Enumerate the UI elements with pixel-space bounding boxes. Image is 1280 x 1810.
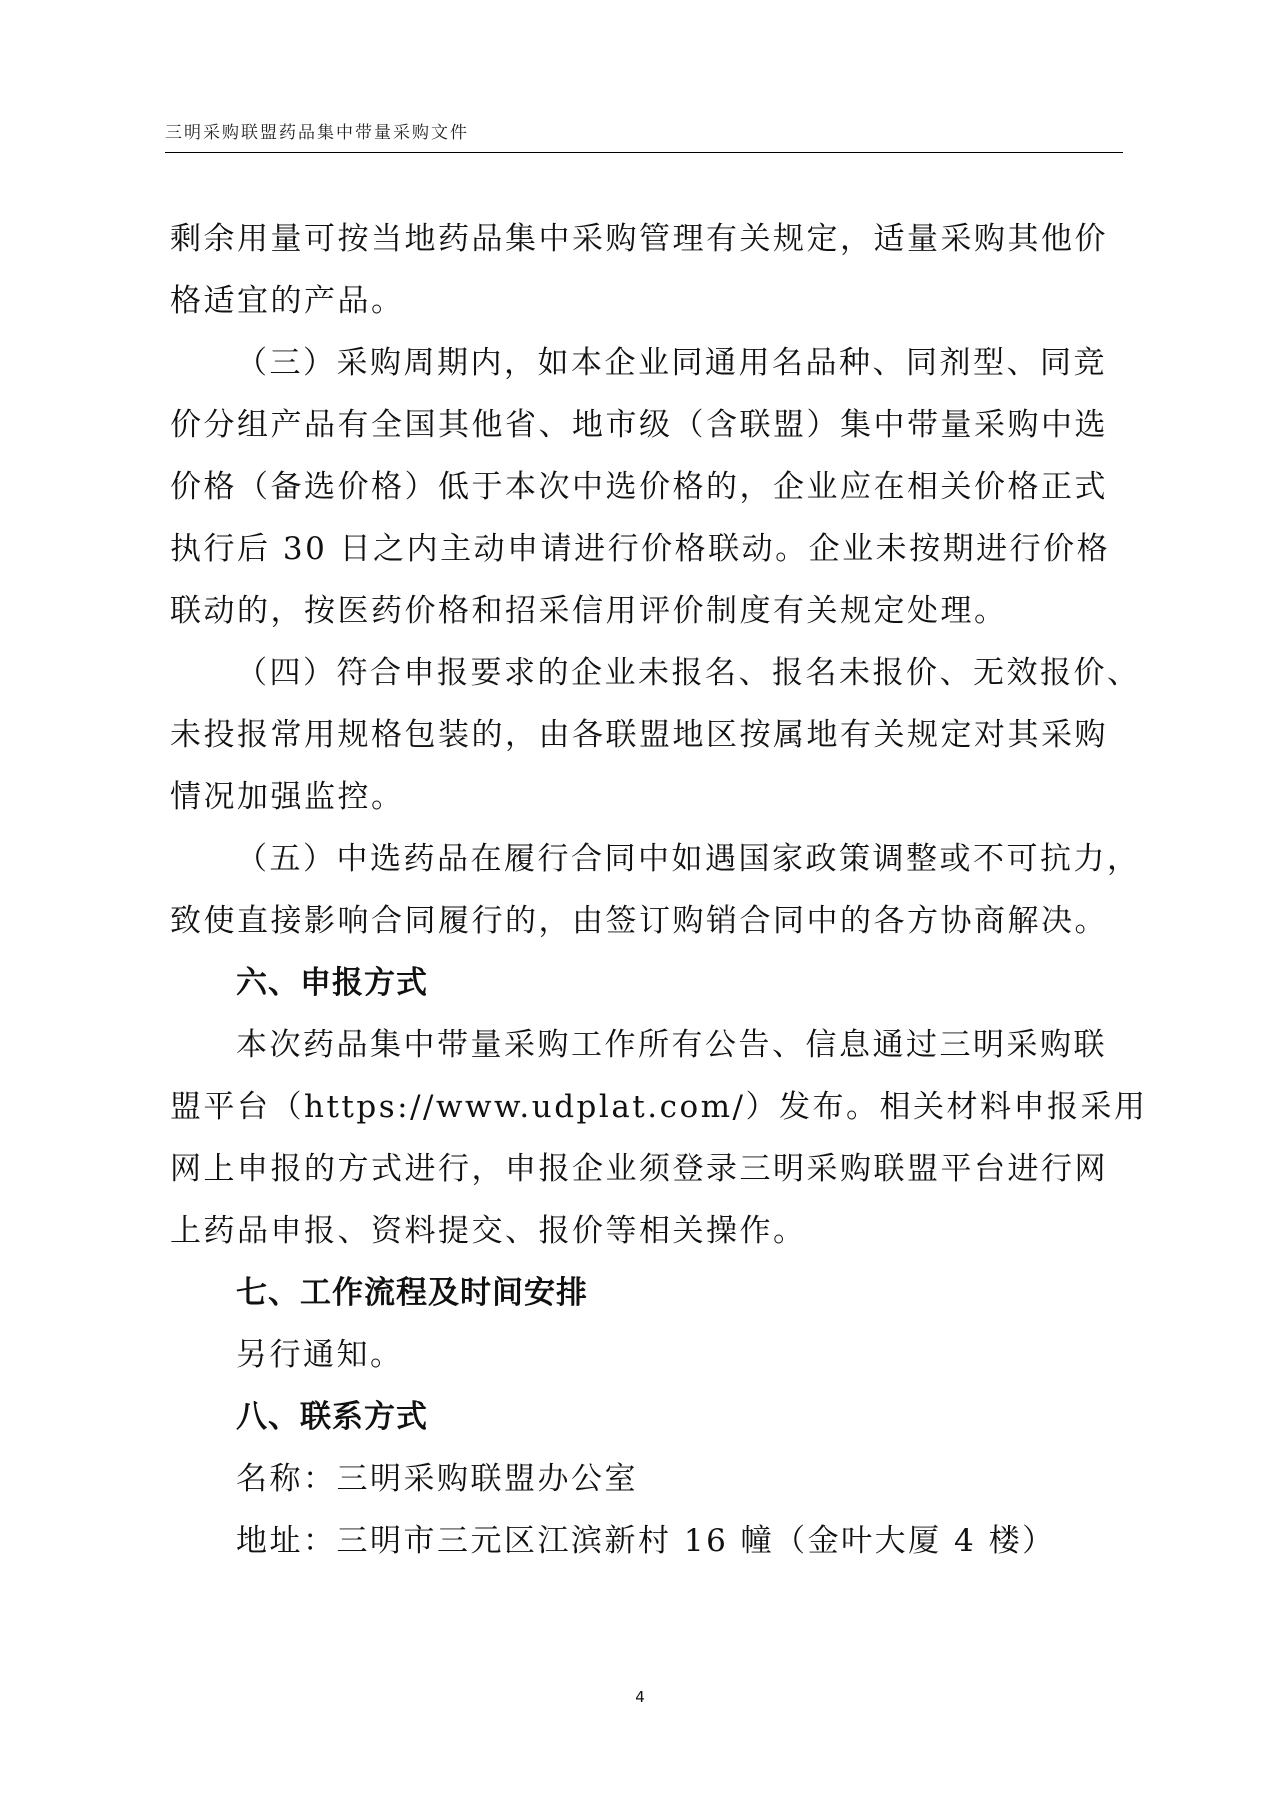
contact-name: 名称：三明采购联盟办公室 — [236, 1461, 638, 1497]
document-header: 三明采购联盟药品集中带量采购文件 — [165, 123, 469, 143]
paragraph-line: 价格（备选价格）低于本次中选价格的，企业应在相关价格正式 — [170, 469, 1108, 505]
header-divider — [165, 152, 1123, 153]
section-heading: 六、申报方式 — [236, 965, 428, 1001]
paragraph-line: 联动的，按医药价格和招采信用评价制度有关规定处理。 — [170, 593, 1008, 629]
paragraph-line: 价分组产品有全国其他省、地市级（含联盟）集中带量采购中选 — [170, 407, 1108, 443]
paragraph-line: 格适宜的产品。 — [170, 283, 405, 319]
section-heading: 八、联系方式 — [236, 1399, 428, 1435]
paragraph-line: 未投报常用规格包装的，由各联盟地区按属地有关规定对其采购 — [170, 717, 1108, 753]
paragraph-line: （五）中选药品在履行合同中如遇国家政策调整或不可抗力， — [236, 841, 1141, 877]
paragraph-line: 本次药品集中带量采购工作所有公告、信息通过三明采购联 — [236, 1027, 1107, 1063]
paragraph-line: 另行通知。 — [236, 1337, 404, 1373]
paragraph-line: 盟平台（https://www.udplat.com/）发布。相关材料申报采用 — [170, 1089, 1148, 1125]
paragraph-line: 上药品申报、资料提交、报价等相关操作。 — [170, 1213, 807, 1249]
paragraph-line: （四）符合申报要求的企业未报名、报名未报价、无效报价、 — [236, 655, 1141, 691]
paragraph-line: 网上申报的方式进行，申报企业须登录三明采购联盟平台进行网 — [170, 1151, 1108, 1187]
contact-address: 地址：三明市三元区江滨新村 16 幢（金叶大厦 4 楼） — [236, 1523, 1056, 1559]
page-number: 4 — [635, 1688, 645, 1706]
section-heading: 七、工作流程及时间安排 — [236, 1275, 588, 1311]
paragraph-line: 致使直接影响合同履行的，由签订购销合同中的各方协商解决。 — [170, 903, 1108, 939]
paragraph-line: （三）采购周期内，如本企业同通用名品种、同剂型、同竞 — [236, 345, 1107, 381]
paragraph-line: 剩余用量可按当地药品集中采购管理有关规定，适量采购其他价 — [170, 221, 1108, 257]
document-body — [170, 208, 1148, 1572]
paragraph-line: 情况加强监控。 — [170, 779, 405, 815]
paragraph-line: 执行后 30 日之内主动申请进行价格联动。企业未按期进行价格 — [170, 531, 1111, 567]
